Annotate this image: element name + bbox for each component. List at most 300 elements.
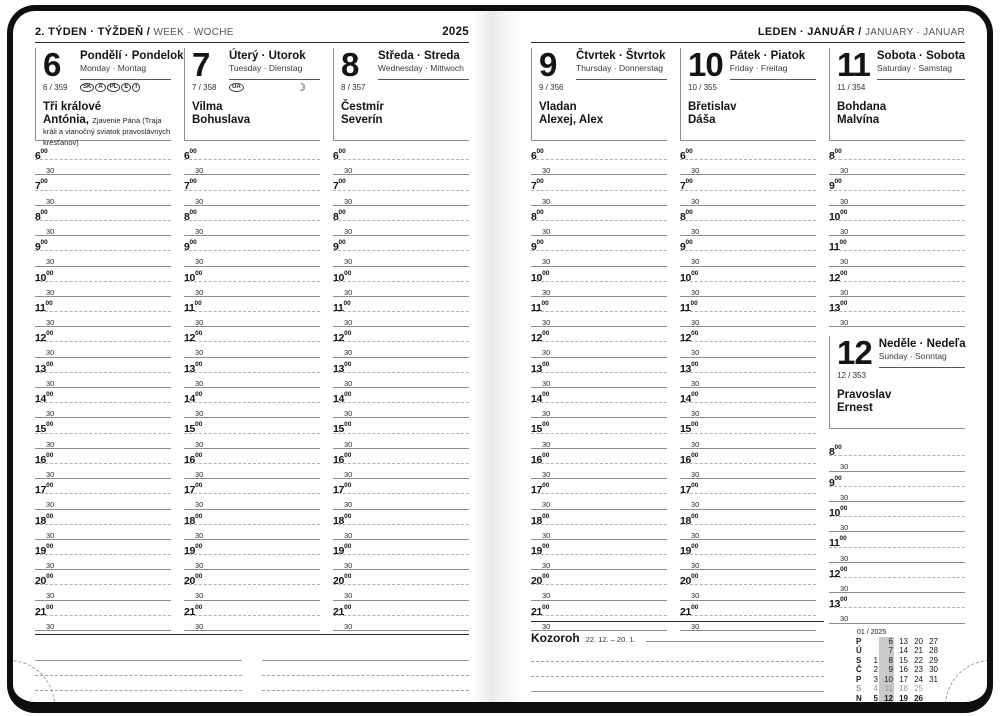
day-name-en-de: Monday · Montag [80,63,147,73]
time-slot-900 [333,236,469,254]
day-of-year: 8 / 357 [341,83,366,92]
time-slot-1200 [35,327,171,345]
time-slot-930 [35,251,171,266]
time-slot-830 [829,160,965,175]
time-slot-1300 [680,358,816,373]
time-slot-1430 [680,403,816,418]
half-hour-label: 30 [46,318,55,328]
hour-label: $9^{00}$ [680,239,693,254]
time-slot-2130 [35,616,171,631]
time-slot-1130 [184,312,320,327]
half-hour-label: 30 [46,439,55,449]
half-hour-label: 30 [46,591,55,601]
country-badge-a: A [95,83,105,92]
day-number: 9 [539,46,557,83]
name-days [341,94,469,126]
half-hour-label: 30 [195,591,204,601]
hour-label: $18^{00}$ [184,512,203,527]
time-grid-friday [680,145,816,631]
time-slot-800 [680,206,816,221]
time-slot-1100 [35,297,171,312]
time-slot-1030 [680,282,816,297]
week-heading [35,26,234,38]
time-slot-1500 [531,418,667,436]
time-slot-1330 [35,373,171,388]
hour-label: $16^{00}$ [333,451,352,466]
hour-label: $20^{00}$ [531,573,550,588]
zodiac-date-range: 22. 12. – 20. 1. [585,635,636,644]
half-hour-label: 30 [46,226,55,236]
name-days [688,94,816,126]
half-hour-label: 30 [46,287,55,297]
time-slot-2130 [184,616,320,631]
time-slot-830 [680,221,816,236]
day-name-en-de: Saturday · Samstag [876,63,953,73]
mini-calendar-day: 24 [914,674,923,684]
month-label-en-de: JANUARY · JANUAR [864,27,965,38]
time-slot-800 [829,441,965,459]
note-line [262,646,469,661]
time-slot-600 [35,145,171,160]
half-hour-label: 30 [195,378,204,388]
half-hour-label: 30 [542,561,551,571]
time-slot-1000 [829,502,965,517]
time-slot-600 [680,145,816,160]
time-slot-2100 [531,601,667,616]
mini-calendar-row [855,646,939,656]
hour-label: $6^{00}$ [531,148,544,162]
time-slot-1930 [531,555,667,570]
hour-label: $8^{00}$ [531,208,544,223]
time-slot-630 [531,160,667,175]
half-hour-label: 30 [46,257,55,267]
hour-label: $14^{00}$ [184,391,203,405]
hour-label: $8^{00}$ [680,208,693,223]
day-header-thursday [531,48,667,141]
name-day-line1: Vilma [192,101,223,113]
time-slot-700 [680,175,816,193]
time-slot-830 [531,221,667,236]
time-slot-1900 [333,540,469,555]
half-hour-label: 30 [840,553,849,563]
time-slot-1600 [333,449,469,464]
name-day-line1: Tři králové [43,101,102,113]
hour-label: $10^{00}$ [829,208,848,223]
time-slot-1130 [829,548,965,563]
time-slot-1800 [680,510,816,525]
time-slot-1330 [829,312,965,327]
mini-calendar-day: 1 [873,655,878,665]
time-slot-1300 [333,358,469,373]
time-slot-2030 [35,585,171,600]
right-day-columns [531,48,965,702]
half-hour-label: 30 [691,196,700,206]
half-hour-label: 30 [840,287,849,297]
time-slot-900 [35,236,171,254]
half-hour-label: 30 [840,166,849,176]
time-slot-1730 [35,494,171,509]
day-of-year: 6 / 359 [43,83,68,92]
day-column-saturday-sunday [829,48,965,702]
half-hour-label: 30 [46,500,55,510]
time-slot-1830 [531,525,667,540]
mini-calendar-row [855,665,939,675]
time-slot-1430 [35,403,171,418]
time-slot-1330 [680,373,816,388]
day-number: 7 [192,46,210,83]
hour-label: $18^{00}$ [333,512,352,527]
hour-label: $10^{00}$ [35,269,54,284]
time-slot-1730 [680,494,816,509]
hour-label: $13^{00}$ [35,360,54,375]
time-slot-700 [35,175,171,193]
hour-label: $14^{00}$ [531,391,550,405]
time-slot-2100 [35,601,171,616]
weekday-abbrev: Ú [856,646,862,655]
day-number: 10 [688,46,723,83]
day-number: 6 [43,46,61,83]
time-slot-1100 [829,532,965,550]
time-slot-1130 [829,251,965,266]
time-slot-1130 [531,312,667,327]
half-hour-label: 30 [195,196,204,206]
time-slot-1830 [333,525,469,540]
time-slot-1030 [333,282,469,297]
time-slot-1230 [184,342,320,357]
notes-block [35,646,242,702]
time-slot-1530 [35,434,171,449]
time-slot-1530 [680,434,816,449]
time-slot-1230 [829,282,965,297]
time-slot-730 [333,191,469,206]
name-days [837,382,965,414]
half-hour-label: 30 [344,409,353,419]
time-slot-1630 [680,464,816,479]
country-badge-pl: PL [107,83,121,92]
time-slot-1430 [333,403,469,418]
half-hour-label: 30 [691,318,700,328]
hour-label: $9^{00}$ [829,474,842,489]
time-slot-1400 [531,388,667,403]
mini-calendar-day: 17 [899,674,908,684]
half-hour-label: 30 [542,439,551,449]
half-hour-label: 30 [542,348,551,358]
time-slot-700 [184,175,320,193]
time-slot-1600 [531,449,667,464]
half-hour-label: 30 [344,439,353,449]
hour-label: $11^{00}$ [531,299,549,314]
right-page [525,11,987,702]
mini-calendar-title: 01 / 2025 [857,628,887,636]
mini-calendar-day: 27 [929,636,938,646]
half-hour-label: 30 [840,462,849,472]
half-hour-label: 30 [46,348,55,358]
mini-calendar-day: 6 [879,637,894,647]
time-slot-1000 [184,267,320,282]
time-slot-2030 [531,585,667,600]
day-column-thursday [531,48,667,631]
week-label-cs-sk: 2. TÝDEN · TÝŽDEŇ / [35,26,151,38]
half-hour-label: 30 [840,257,849,267]
mini-calendar-day: 21 [914,646,923,655]
day-name-en-de: Friday · Freitag [729,63,788,73]
time-slot-600 [531,145,667,160]
day-column-friday [680,48,816,631]
name-day-line2: Dáša [688,114,716,126]
mini-calendar-day: 8 [879,656,894,666]
weekday-abbrev: P [856,636,862,646]
time-slot-1000 [829,206,965,221]
mini-calendar-day: 20 [914,636,923,646]
half-hour-label: 30 [344,257,353,267]
hour-label: $11^{00}$ [333,299,351,314]
note-line [531,647,824,662]
half-hour-label: 30 [542,226,551,236]
zodiac-rule-line [646,633,825,642]
half-hour-label: 30 [344,561,353,571]
mini-calendar-day: 2 [873,665,878,674]
hour-label: $9^{00}$ [333,239,346,254]
time-slot-1030 [531,282,667,297]
time-slot-830 [35,221,171,236]
note-line [531,677,824,692]
time-slot-930 [531,251,667,266]
day-name-en-de: Sunday · Sonntag [878,351,947,362]
half-hour-label: 30 [46,378,55,388]
half-hour-label: 30 [195,166,204,176]
hour-label: $21^{00}$ [35,603,54,618]
hour-label: $16^{00}$ [184,451,203,466]
mini-calendar-grid [855,637,939,703]
time-slot-1430 [184,403,320,418]
half-hour-label: 30 [195,318,204,328]
time-slot-1200 [829,563,965,578]
name-day-line2: Severín [341,114,383,126]
mini-calendar-day [924,694,939,703]
time-slot-1130 [680,312,816,327]
hour-label: $18^{00}$ [531,512,550,527]
time-slot-1100 [333,297,469,312]
time-slot-1730 [531,494,667,509]
time-grid-tuesday [184,145,320,631]
time-slot-1500 [184,418,320,436]
half-hour-label: 30 [542,469,551,479]
hour-label: $10^{00}$ [333,269,352,284]
time-slot-1230 [333,342,469,357]
time-slot-1830 [680,525,816,540]
time-slot-2030 [184,585,320,600]
time-slot-1900 [531,540,667,555]
hour-label: $11^{00}$ [680,299,698,314]
half-hour-label: 30 [195,287,204,297]
time-slot-1930 [35,555,171,570]
half-hour-label: 30 [691,378,700,388]
hour-label: $12^{00}$ [184,330,203,345]
mini-calendar-day: 15 [899,655,908,665]
hour-label: $11^{00}$ [829,535,847,550]
time-slot-1700 [35,479,171,497]
time-slot-1600 [35,449,171,464]
zodiac-row [531,631,824,647]
moon-phase-icon: ☽ [296,81,306,94]
hour-label: $17^{00}$ [35,482,54,497]
hour-label: $19^{00}$ [184,542,203,557]
half-hour-label: 30 [344,500,353,510]
name-day-line2: Alexej, Alex [539,114,604,126]
hour-label: $14^{00}$ [333,391,352,405]
time-slot-1630 [531,464,667,479]
half-hour-label: 30 [46,196,55,206]
time-slot-1600 [184,449,320,464]
time-slot-1030 [829,221,965,236]
note-line [531,662,824,677]
hour-label: $11^{00}$ [829,239,847,254]
hour-label: $8^{00}$ [184,208,197,223]
day-column-tuesday [184,48,320,631]
mini-calendar-day: 5 [873,693,878,702]
half-hour-label: 30 [195,348,204,358]
mini-calendar-day: 25 [914,684,923,693]
half-hour-label: 30 [840,583,849,593]
day-number: 11 [837,46,870,83]
hour-label: $13^{00}$ [333,360,352,375]
hour-label: $9^{00}$ [35,239,48,254]
half-hour-label: 30 [691,287,700,297]
time-slot-1030 [35,282,171,297]
time-slot-1330 [829,608,965,623]
half-hour-label: 30 [195,530,204,540]
time-slot-730 [680,191,816,206]
mini-calendar-day: 13 [899,636,908,646]
half-hour-label: 30 [542,591,551,601]
time-slot-2000 [184,570,320,588]
hour-label: $17^{00}$ [680,482,699,497]
time-slot-1700 [184,479,320,497]
hour-label: $15^{00}$ [184,421,203,436]
hour-label: $13^{00}$ [531,360,550,375]
time-slot-800 [531,206,667,221]
hour-label: $7^{00}$ [531,178,544,193]
half-hour-label: 30 [691,530,700,540]
time-slot-1000 [531,267,667,282]
page-gutter [473,11,525,702]
time-slot-900 [829,175,965,193]
time-slot-1300 [35,358,171,373]
day-of-year: 12 / 353 [837,371,866,381]
half-hour-label: 30 [542,621,551,631]
time-slot-1100 [680,297,816,312]
half-hour-label: 30 [195,257,204,267]
mini-calendar-day: 16 [899,665,908,674]
name-day-line2: Bohuslava [192,114,251,126]
name-day-line1: Pravoslav [837,389,892,402]
hour-label: $14^{00}$ [35,391,54,405]
name-days [43,94,171,148]
time-slot-900 [184,236,320,254]
half-hour-label: 30 [691,348,700,358]
hour-label: $8^{00}$ [829,444,842,459]
half-hour-label: 30 [542,530,551,540]
half-hour-label: 30 [542,318,551,328]
mini-calendar-day: 28 [929,646,938,655]
name-day-line1: Bohdana [837,101,887,113]
country-badge-e: E [121,83,131,92]
mini-calendar-day [864,646,879,656]
time-slot-1730 [333,494,469,509]
time-slot-1500 [680,418,816,436]
half-hour-label: 30 [195,621,204,631]
time-slot-1230 [829,578,965,593]
hour-label: $17^{00}$ [531,482,550,497]
mini-calendar-row [855,637,939,647]
day-number: 12 [837,334,872,372]
half-hour-label: 30 [46,621,55,631]
time-slot-830 [333,221,469,236]
hour-label: $7^{00}$ [35,178,48,193]
note-line [262,676,469,691]
time-slot-1830 [35,525,171,540]
name-days [192,94,320,126]
time-slot-630 [35,160,171,175]
half-hour-label: 30 [542,378,551,388]
time-slot-1600 [680,449,816,464]
half-hour-label: 30 [542,196,551,206]
hour-label: $15^{00}$ [531,421,550,436]
time-slot-1200 [680,327,816,345]
hour-label: $8^{00}$ [35,208,48,223]
hour-label: $12^{00}$ [829,269,848,284]
half-hour-label: 30 [195,409,204,419]
day-column-wednesday [333,48,469,631]
half-hour-label: 30 [344,621,353,631]
holiday-note: Zjavenie Pána (Traja králi a vianočný sviatok pravoslávnych kresťanov) [43,116,171,147]
time-slot-1230 [680,342,816,357]
hour-label: $8^{00}$ [829,148,842,162]
name-day-line2: Malvína [837,114,880,126]
hour-label: $16^{00}$ [35,451,54,466]
name-day-line1: Břetislav [688,101,737,113]
half-hour-label: 30 [344,318,353,328]
hour-label: $16^{00}$ [680,451,699,466]
notes-block [262,646,469,702]
time-slot-1130 [333,312,469,327]
name-day-line2: Ernest [837,402,873,415]
time-slot-1100 [829,236,965,254]
half-hour-label: 30 [344,378,353,388]
half-hour-label: 30 [840,196,849,206]
hour-label: $13^{00}$ [184,360,203,375]
hour-label: $21^{00}$ [184,603,203,618]
mini-calendar-row [855,694,939,703]
half-hour-label: 30 [691,409,700,419]
time-slot-1500 [35,418,171,436]
hour-label: $12^{00}$ [531,330,550,345]
month-label-cs-sk: LEDEN · JANUÁR / [757,26,862,38]
day-header-friday [680,48,816,141]
time-slot-1530 [531,434,667,449]
time-slot-830 [184,221,320,236]
half-hour-label: 30 [691,166,700,176]
half-hour-label: 30 [691,226,700,236]
time-slot-1930 [184,555,320,570]
hour-label: $12^{00}$ [829,565,848,580]
half-hour-label: 30 [691,257,700,267]
mini-calendar-day: 14 [899,646,908,655]
time-slot-930 [829,191,965,206]
time-slot-1400 [35,388,171,403]
hour-label: $17^{00}$ [184,482,203,497]
mini-calendar-row [855,684,939,694]
